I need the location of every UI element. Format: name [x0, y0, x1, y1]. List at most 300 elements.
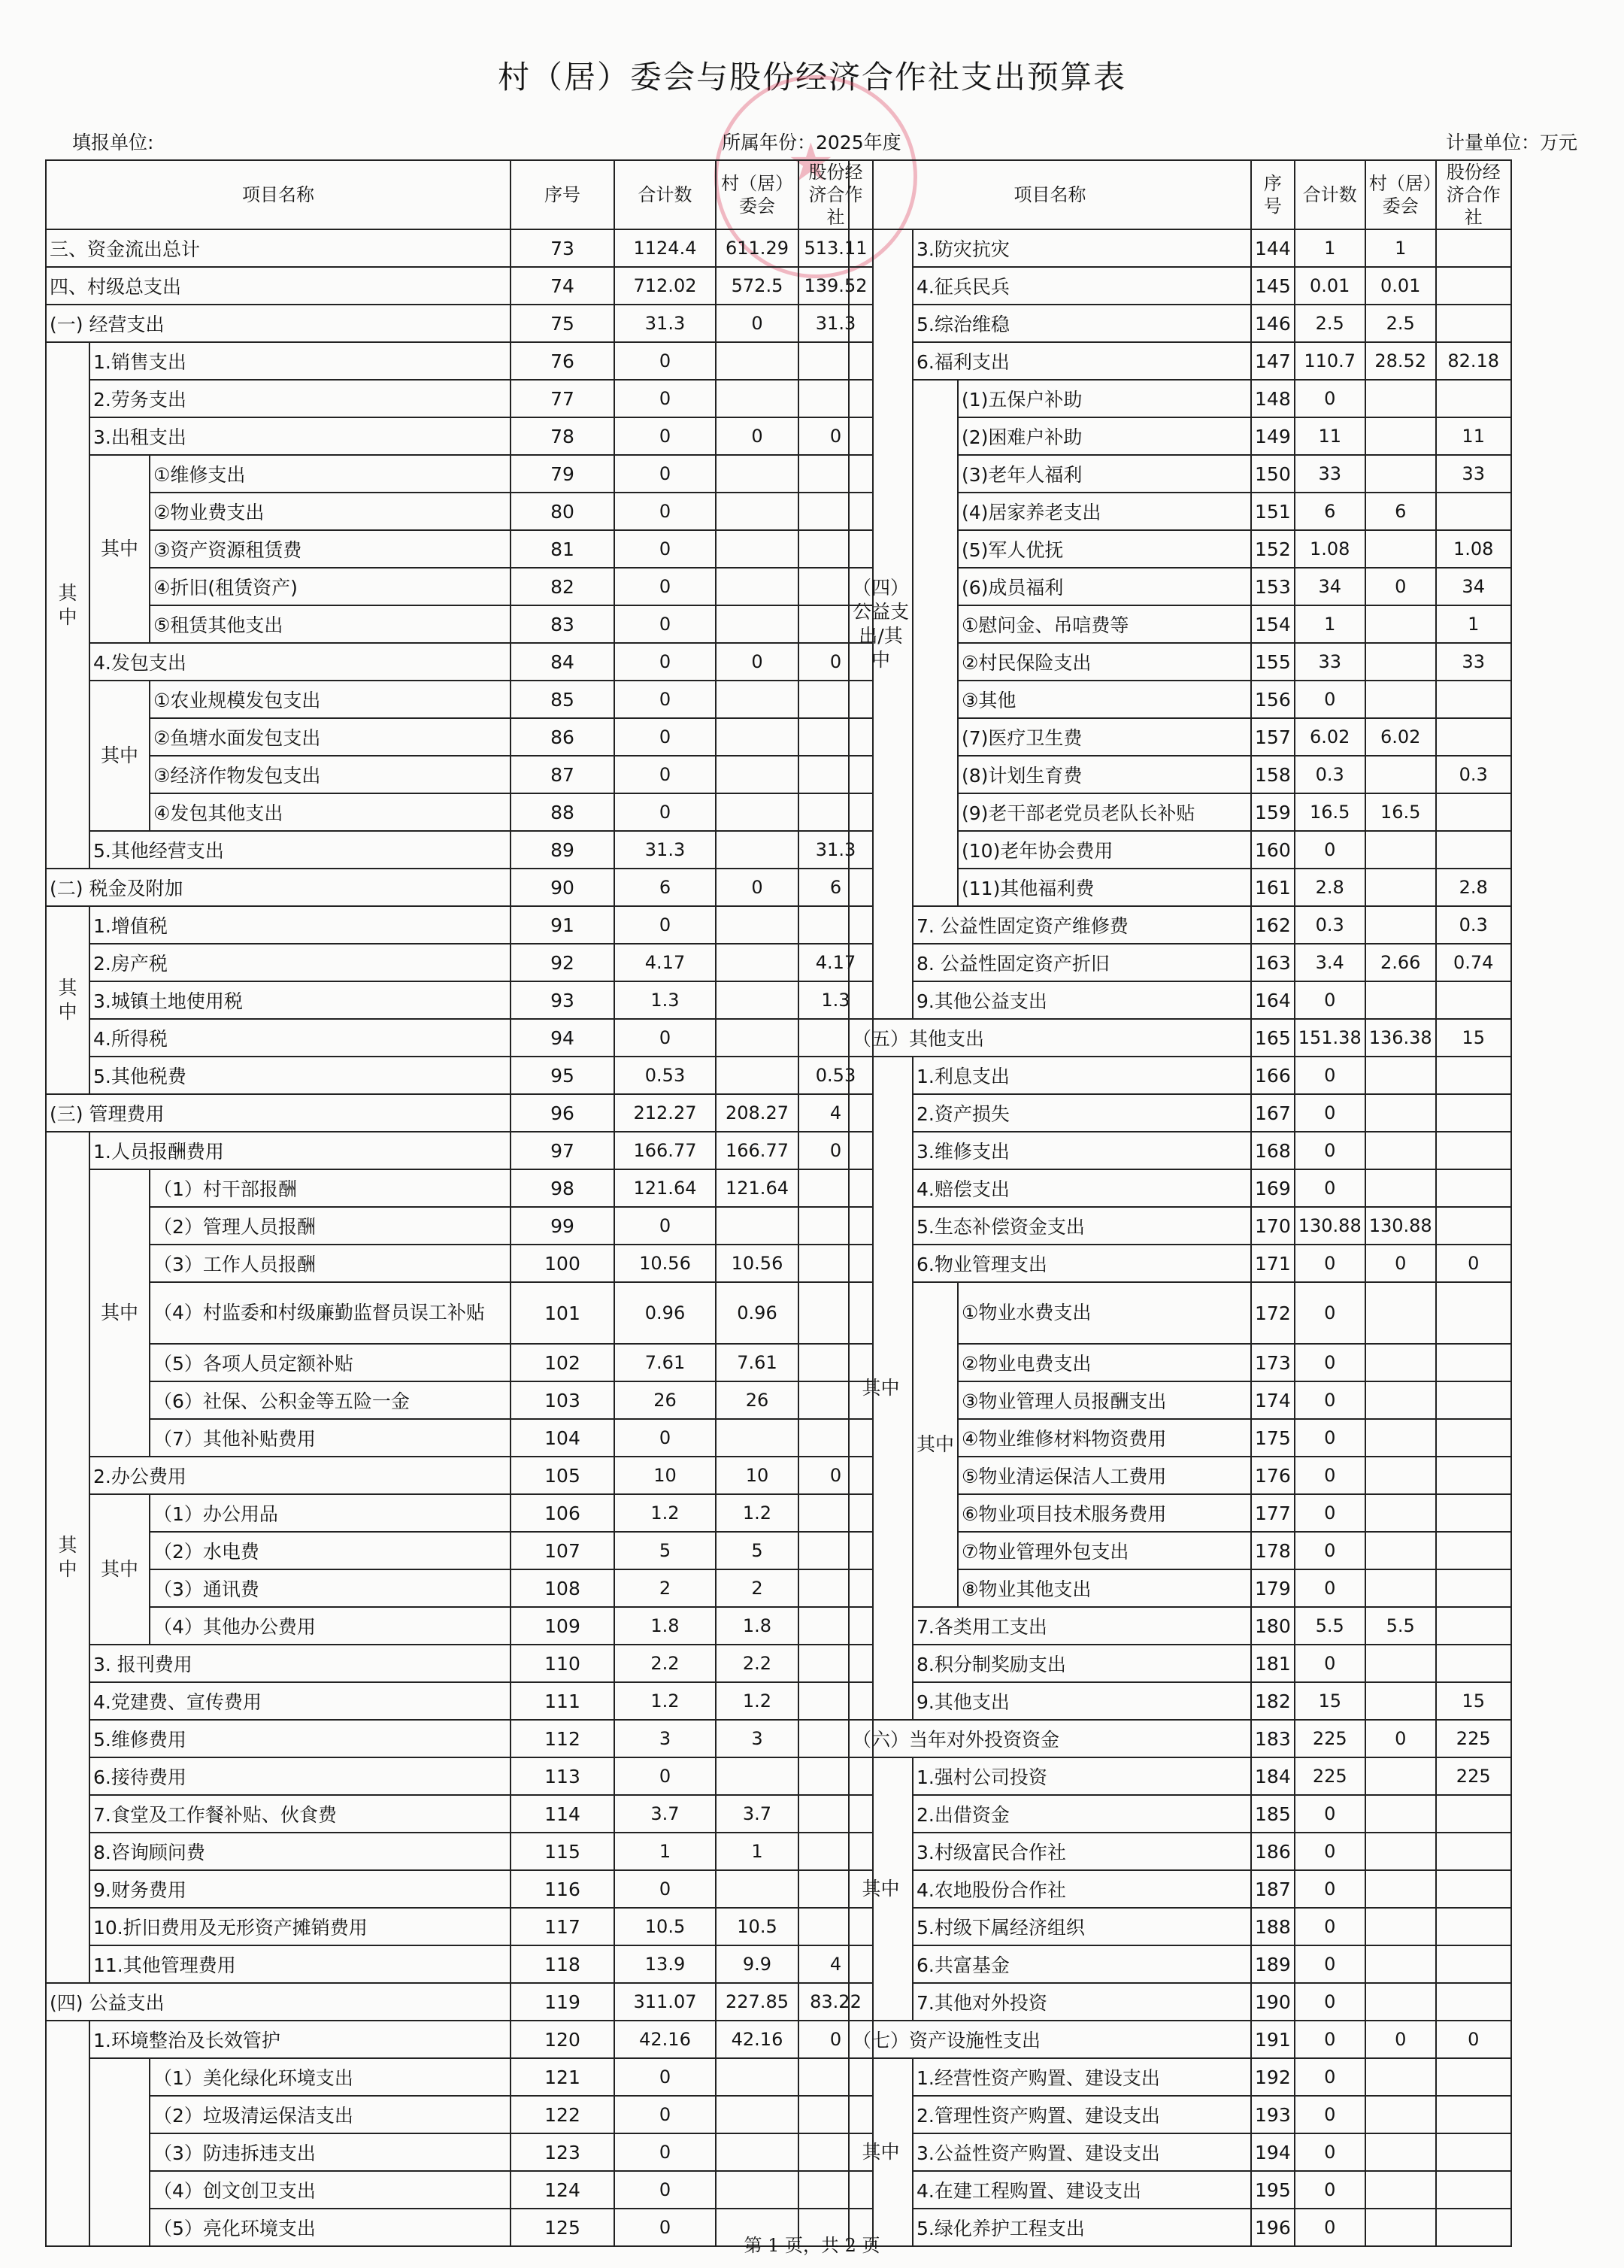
item-total: 0.01	[1295, 267, 1365, 305]
item-seq: 150	[1251, 455, 1295, 493]
item-coop	[1436, 267, 1511, 305]
item-name: （2）垃圾清运保洁支出	[150, 2096, 511, 2133]
item-seq: 90	[511, 869, 614, 906]
item-coop	[1436, 1381, 1511, 1419]
item-total: 1.3	[614, 981, 716, 1019]
item-seq: 178	[1251, 1532, 1295, 1569]
item-name: (3)老年人福利	[958, 455, 1251, 493]
item-committee	[716, 1419, 798, 1457]
item-seq: 85	[511, 681, 614, 718]
item-total: 0	[1295, 1795, 1365, 1833]
item-coop	[1436, 1419, 1511, 1457]
item-name: （3）通讯费	[150, 1569, 511, 1607]
table-row	[849, 267, 1580, 305]
item-seq: 107	[511, 1532, 614, 1569]
item-total: 0	[1295, 1457, 1365, 1494]
item-total: 0	[614, 342, 716, 380]
table-row	[46, 568, 873, 605]
item-total: 1.2	[614, 1494, 716, 1532]
item-committee	[716, 380, 798, 417]
item-committee	[1365, 417, 1436, 455]
item-seq: 115	[511, 1833, 614, 1870]
item-total: 31.3	[614, 831, 716, 869]
filing-unit-label: 填报单位:	[72, 132, 154, 153]
item-total: 33	[1295, 455, 1365, 493]
item-seq: 190	[1251, 1983, 1295, 2021]
item-seq: 173	[1251, 1344, 1295, 1381]
item-coop: 4	[798, 1094, 873, 1132]
item-total: 26	[614, 1381, 716, 1419]
item-committee: 0	[1365, 568, 1436, 605]
item-committee	[1365, 1057, 1436, 1094]
item-seq: 108	[511, 1569, 614, 1607]
item-coop	[1436, 1282, 1511, 1344]
item-committee	[716, 2096, 798, 2133]
item-name: ①物业水费支出	[958, 1282, 1251, 1344]
item-seq: 144	[1251, 229, 1295, 267]
table-row	[46, 944, 873, 981]
item-coop: 0.3	[1436, 756, 1511, 793]
item-seq: 87	[511, 756, 614, 793]
item-name: （5）亮化环境支出	[150, 2209, 511, 2246]
item-committee	[716, 2171, 798, 2209]
item-name: 8.咨询顾问费	[89, 1833, 511, 1870]
item-name: 6.共富基金	[913, 1945, 1251, 1983]
item-total: 5	[614, 1532, 716, 1569]
item-name: ③经济作物发包支出	[150, 756, 511, 793]
item-name: 7.食堂及工作餐补贴、伙食费	[89, 1795, 511, 1833]
item-total: 16.5	[1295, 793, 1365, 831]
table-row	[46, 869, 873, 906]
table-row	[849, 1057, 1580, 1094]
item-total: 0	[1295, 2058, 1365, 2096]
table-row	[46, 1983, 873, 2021]
item-committee	[1365, 530, 1436, 568]
item-name: ④物业维修材料物资费用	[958, 1419, 1251, 1457]
item-total: 0	[614, 756, 716, 793]
item-committee	[1365, 2171, 1436, 2209]
group-label: 其中	[849, 1757, 913, 2021]
item-name: (1)五保户补助	[958, 380, 1251, 417]
table-row	[46, 1795, 873, 1833]
table-row	[849, 1344, 1580, 1381]
group-label: 其中	[89, 681, 150, 831]
item-committee: 2	[716, 1569, 798, 1607]
right-table-body	[849, 229, 1580, 2246]
item-coop: 0	[798, 1132, 873, 1169]
table-row	[849, 944, 1580, 981]
item-name: 7.各类用工支出	[913, 1607, 1251, 1645]
item-committee: 0	[716, 869, 798, 906]
item-committee: 6	[1365, 493, 1436, 530]
item-total: 2	[614, 1569, 716, 1607]
item-committee	[1365, 1344, 1436, 1381]
item-committee: 3	[716, 1720, 798, 1757]
item-total: 0	[1295, 380, 1365, 417]
table-row	[849, 2058, 1580, 2096]
item-committee: 611.29	[716, 229, 798, 267]
item-seq: 116	[511, 1870, 614, 1908]
table-row	[849, 906, 1580, 944]
item-seq: 94	[511, 1019, 614, 1057]
item-committee	[716, 342, 798, 380]
item-coop	[1436, 793, 1511, 831]
item-name: (9)老干部老党员老队长补贴	[958, 793, 1251, 831]
item-total: 0	[614, 906, 716, 944]
table-row	[849, 1757, 1580, 1795]
item-total: 0	[1295, 1169, 1365, 1207]
item-total: 1.8	[614, 1607, 716, 1645]
item-name: ⑦物业管理外包支出	[958, 1532, 1251, 1569]
item-seq: 183	[1251, 1720, 1295, 1757]
item-committee	[1365, 1983, 1436, 2021]
item-name: 3.出租支出	[89, 417, 511, 455]
item-total: 3	[614, 1720, 716, 1757]
item-seq: 185	[1251, 1795, 1295, 1833]
item-committee: 121.64	[716, 1169, 798, 1207]
item-total: 0	[1295, 1132, 1365, 1169]
table-row	[46, 1607, 873, 1645]
item-seq: 73	[511, 229, 614, 267]
item-total: 0	[1295, 1569, 1365, 1607]
item-committee	[1365, 1945, 1436, 1983]
item-committee: 1.2	[716, 1494, 798, 1532]
item-seq: 188	[1251, 1908, 1295, 1945]
item-seq: 160	[1251, 831, 1295, 869]
table-row	[849, 1682, 1580, 1720]
item-committee	[1365, 1282, 1436, 1344]
item-coop: 2.8	[1436, 869, 1511, 906]
item-total: 0	[614, 793, 716, 831]
item-coop: 0	[798, 2021, 873, 2058]
group-label: 其中	[913, 1282, 958, 1607]
item-committee: 16.5	[1365, 793, 1436, 831]
item-seq: 157	[1251, 718, 1295, 756]
item-seq: 189	[1251, 1945, 1295, 1983]
item-seq: 74	[511, 267, 614, 305]
item-seq: 158	[1251, 756, 1295, 793]
item-name: （2）管理人员报酬	[150, 1207, 511, 1245]
item-committee	[1365, 681, 1436, 718]
item-seq: 114	[511, 1795, 614, 1833]
item-committee	[716, 1207, 798, 1245]
item-total: 712.02	[614, 267, 716, 305]
item-coop	[1436, 1870, 1511, 1908]
table-row	[46, 493, 873, 530]
item-coop	[1436, 2058, 1511, 2096]
group-label: 其中	[89, 455, 150, 643]
item-total: 0	[1295, 1245, 1365, 1282]
item-total: 0	[614, 455, 716, 493]
header-seq: 序号	[1251, 160, 1295, 229]
item-name: ②物业费支出	[150, 493, 511, 530]
item-seq: 96	[511, 1094, 614, 1132]
item-committee: 0.96	[716, 1282, 798, 1344]
item-coop: 0.74	[1436, 944, 1511, 981]
item-name: ①农业规模发包支出	[150, 681, 511, 718]
table-row	[46, 1094, 873, 1132]
item-coop: 33	[1436, 643, 1511, 681]
table-row	[849, 1494, 1580, 1532]
item-name: （六）当年对外投资资金	[849, 1720, 1251, 1757]
item-seq: 93	[511, 981, 614, 1019]
table-row	[46, 2021, 873, 2058]
table-row	[849, 380, 1580, 417]
item-seq: 187	[1251, 1870, 1295, 1908]
header-coop: 股份经济合作社	[1436, 160, 1511, 229]
item-coop	[1436, 1795, 1511, 1833]
item-name: 7.其他对外投资	[913, 1983, 1251, 2021]
item-committee: 5	[716, 1532, 798, 1569]
item-total: 0	[1295, 981, 1365, 1019]
page-footer: 第 1 页，共 2 页	[744, 2235, 880, 2256]
item-total: 212.27	[614, 1094, 716, 1132]
item-seq: 177	[1251, 1494, 1295, 1532]
item-seq: 193	[1251, 2096, 1295, 2133]
item-coop	[1436, 380, 1511, 417]
item-name: （七）资产设施性支出	[849, 2021, 1251, 2058]
item-coop: 0.3	[1436, 906, 1511, 944]
item-seq: 175	[1251, 1419, 1295, 1457]
item-name: 1.利息支出	[913, 1057, 1251, 1094]
table-row	[849, 1245, 1580, 1282]
table-row	[46, 455, 873, 493]
item-name: 1.经营性资产购置、建设支出	[913, 2058, 1251, 2096]
item-coop	[1436, 1833, 1511, 1870]
item-coop	[1436, 981, 1511, 1019]
item-name: 6.接待费用	[89, 1757, 511, 1795]
item-total: 5.5	[1295, 1607, 1365, 1645]
item-committee: 5.5	[1365, 1607, 1436, 1645]
item-coop	[1436, 1057, 1511, 1094]
item-coop	[1436, 1494, 1511, 1532]
item-seq: 155	[1251, 643, 1295, 681]
item-name: 3.防灾抗灾	[913, 229, 1251, 267]
item-total: 0	[1295, 2021, 1365, 2058]
item-committee	[716, 681, 798, 718]
table-row	[46, 305, 873, 342]
item-name: 2.资产损失	[913, 1094, 1251, 1132]
item-seq: 80	[511, 493, 614, 530]
item-committee	[716, 831, 798, 869]
item-total: 34	[1295, 568, 1365, 605]
table-row	[46, 831, 873, 869]
item-committee: 130.88	[1365, 1207, 1436, 1245]
item-committee	[1365, 605, 1436, 643]
item-coop	[1436, 493, 1511, 530]
item-total: 0	[1295, 681, 1365, 718]
table-row	[46, 342, 873, 380]
table-row	[849, 1419, 1580, 1457]
item-seq: 147	[1251, 342, 1295, 380]
table-row	[849, 1457, 1580, 1494]
item-committee: 0	[1365, 1245, 1436, 1282]
item-name: 5.生态补偿资金支出	[913, 1207, 1251, 1245]
item-committee	[1365, 1870, 1436, 1908]
item-committee: 9.9	[716, 1945, 798, 1983]
item-coop: 0.53	[798, 1057, 873, 1094]
item-total: 0	[1295, 1282, 1365, 1344]
item-committee	[716, 1057, 798, 1094]
item-total: 15	[1295, 1682, 1365, 1720]
item-coop	[1436, 1908, 1511, 1945]
item-total: 0	[1295, 1094, 1365, 1132]
table-row	[849, 1169, 1580, 1207]
table-row	[46, 1207, 873, 1245]
item-name: ④折旧(租赁资产)	[150, 568, 511, 605]
item-seq: 83	[511, 605, 614, 643]
item-committee	[716, 605, 798, 643]
item-seq: 104	[511, 1419, 614, 1457]
item-coop	[1436, 1607, 1511, 1645]
item-coop	[1436, 1983, 1511, 2021]
table-row	[849, 831, 1580, 869]
table-row	[46, 1757, 873, 1795]
item-total: 0	[614, 605, 716, 643]
item-coop	[1436, 2133, 1511, 2171]
item-seq: 99	[511, 1207, 614, 1245]
table-row	[46, 1945, 873, 1983]
item-seq: 154	[1251, 605, 1295, 643]
group-label: 其中	[46, 1132, 89, 1983]
item-name: （2）水电费	[150, 1532, 511, 1569]
table-row	[46, 605, 873, 643]
table-row	[849, 1094, 1580, 1132]
item-coop: 0	[1436, 1245, 1511, 1282]
item-total: 1124.4	[614, 229, 716, 267]
item-committee	[1365, 643, 1436, 681]
item-seq: 120	[511, 2021, 614, 2058]
item-total: 0	[1295, 2209, 1365, 2246]
group-label: 其中	[849, 1057, 913, 1720]
item-committee: 2.66	[1365, 944, 1436, 981]
item-seq: 169	[1251, 1169, 1295, 1207]
item-total: 121.64	[614, 1169, 716, 1207]
table-row	[46, 1132, 873, 1169]
item-seq: 113	[511, 1757, 614, 1795]
item-name: 4.所得税	[89, 1019, 511, 1057]
item-seq: 100	[511, 1245, 614, 1282]
item-name: 5.绿化养护工程支出	[913, 2209, 1251, 2246]
header-name: 项目名称	[849, 160, 1251, 229]
item-name: 7. 公益性固定资产维修费	[913, 906, 1251, 944]
item-name: 5.其他税费	[89, 1057, 511, 1094]
table-row	[46, 2133, 873, 2171]
table-row	[46, 1682, 873, 1720]
item-name: （五）其他支出	[849, 1019, 1251, 1057]
item-committee: 166.77	[716, 1132, 798, 1169]
table-row	[46, 530, 873, 568]
item-committee: 10.5	[716, 1908, 798, 1945]
table-row	[849, 1532, 1580, 1569]
item-committee	[1365, 1494, 1436, 1532]
table-row	[46, 2171, 873, 2209]
item-total: 0	[1295, 1833, 1365, 1870]
item-committee: 7.61	[716, 1344, 798, 1381]
item-seq: 164	[1251, 981, 1295, 1019]
item-seq: 151	[1251, 493, 1295, 530]
table-row	[46, 229, 873, 267]
item-total: 0	[1295, 2133, 1365, 2171]
table-header-row	[46, 160, 873, 229]
item-committee	[716, 793, 798, 831]
item-name: 4.发包支出	[89, 643, 511, 681]
item-total: 0	[614, 718, 716, 756]
item-name: (一) 经营支出	[46, 305, 511, 342]
item-seq: 196	[1251, 2209, 1295, 2246]
item-total: 0	[614, 493, 716, 530]
item-committee	[716, 1019, 798, 1057]
item-name: 4.在建工程购置、建设支出	[913, 2171, 1251, 2209]
item-coop: 83.22	[798, 1983, 873, 2021]
item-seq: 101	[511, 1282, 614, 1344]
group-label: 其中	[849, 2058, 913, 2246]
item-name: （6）社保、公积金等五险一金	[150, 1381, 511, 1419]
item-committee	[1365, 380, 1436, 417]
item-seq: 195	[1251, 2171, 1295, 2209]
item-seq: 103	[511, 1381, 614, 1419]
item-total: 0	[1295, 1532, 1365, 1569]
item-total: 0	[1295, 1419, 1365, 1457]
item-committee	[1365, 2133, 1436, 2171]
item-committee	[1365, 1569, 1436, 1607]
item-coop: 225	[1436, 1720, 1511, 1757]
table-row	[849, 2021, 1580, 2058]
item-name: (4)居家养老支出	[958, 493, 1251, 530]
item-seq: 121	[511, 2058, 614, 2096]
item-seq: 162	[1251, 906, 1295, 944]
item-name: （3）防违拆违支出	[150, 2133, 511, 2171]
item-seq: 170	[1251, 1207, 1295, 1245]
item-name: ②物业电费支出	[958, 1344, 1251, 1381]
item-committee	[716, 944, 798, 981]
item-seq: 77	[511, 380, 614, 417]
item-seq: 109	[511, 1607, 614, 1645]
item-seq: 180	[1251, 1607, 1295, 1645]
item-committee	[1365, 1795, 1436, 1833]
table-row	[46, 1494, 873, 1532]
item-coop	[1436, 1532, 1511, 1569]
item-name: 三、资金流出总计	[46, 229, 511, 267]
table-row	[849, 1870, 1580, 1908]
item-name: 3.公益性资产购置、建设支出	[913, 2133, 1251, 2171]
item-total: 0	[1295, 2096, 1365, 2133]
item-coop	[1436, 831, 1511, 869]
item-total: 0	[1295, 1645, 1365, 1682]
item-coop	[1436, 1344, 1511, 1381]
item-name: ②村民保险支出	[958, 643, 1251, 681]
item-seq: 179	[1251, 1569, 1295, 1607]
item-name: ①维修支出	[150, 455, 511, 493]
item-seq: 91	[511, 906, 614, 944]
item-seq: 171	[1251, 1245, 1295, 1282]
item-total: 3.7	[614, 1795, 716, 1833]
item-name: ②鱼塘水面发包支出	[150, 718, 511, 756]
item-total: 0	[614, 2096, 716, 2133]
item-total: 0	[1295, 1494, 1365, 1532]
item-coop	[1436, 1945, 1511, 1983]
item-seq: 153	[1251, 568, 1295, 605]
item-name: 8.积分制奖励支出	[913, 1645, 1251, 1682]
table-row	[46, 1833, 873, 1870]
item-committee	[1365, 1682, 1436, 1720]
item-total: 0	[1295, 1381, 1365, 1419]
item-committee	[1365, 1757, 1436, 1795]
item-committee: 0	[716, 417, 798, 455]
item-name: 3.城镇土地使用税	[89, 981, 511, 1019]
item-seq: 98	[511, 1169, 614, 1207]
group-label: 其中	[46, 906, 89, 1094]
